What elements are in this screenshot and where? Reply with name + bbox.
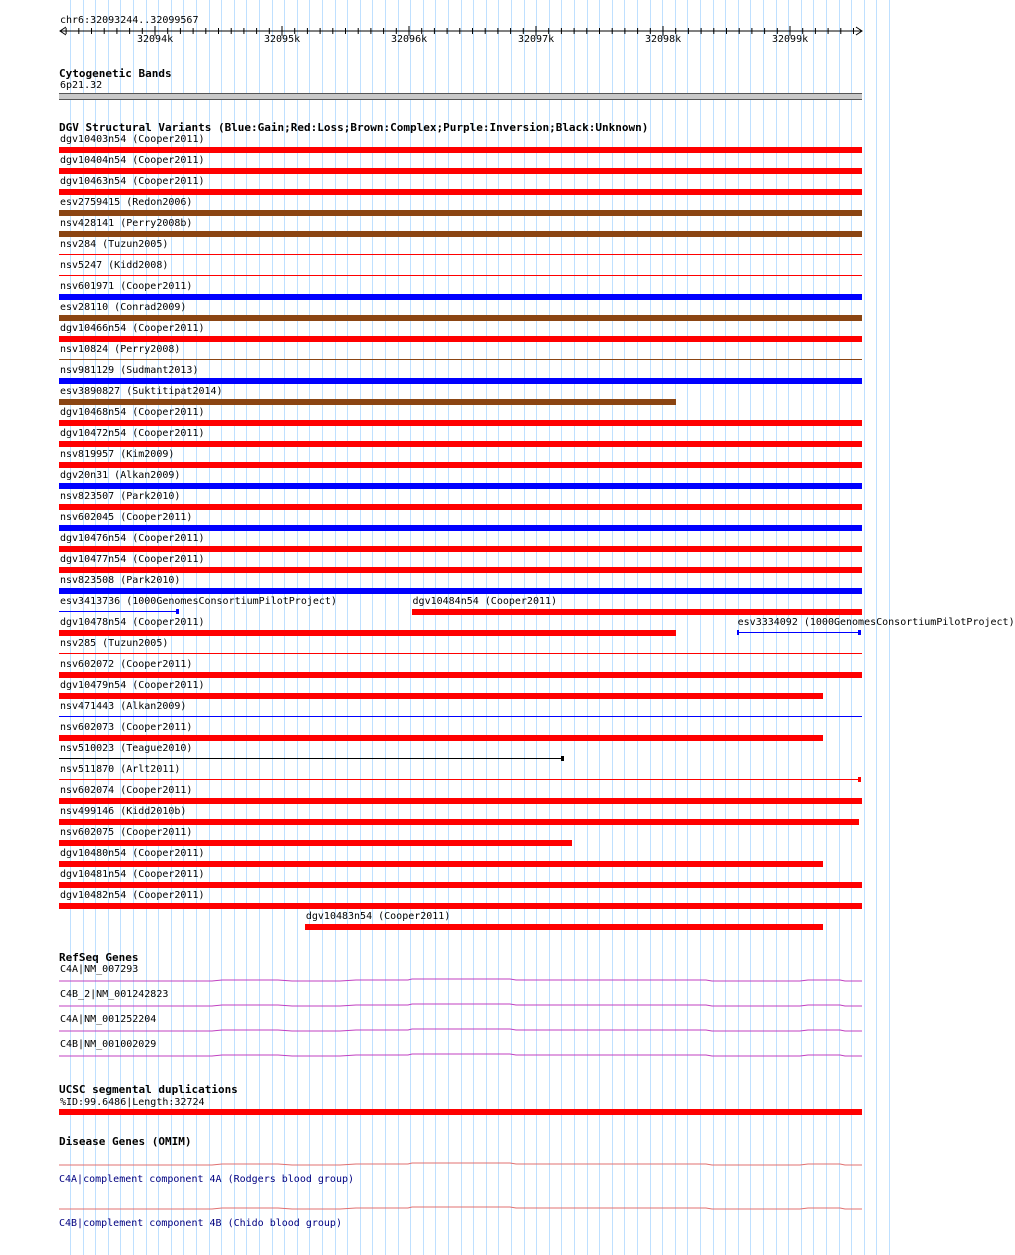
dgv-feature-label[interactable]: dgv10466n54 (Cooper2011) xyxy=(60,323,205,334)
ruler-tick-label: 32095k xyxy=(264,34,301,45)
dgv-feature-label[interactable]: dgv10463n54 (Cooper2011) xyxy=(60,176,205,187)
ruler-tick-label: 32096k xyxy=(391,34,428,45)
omim-gene-label[interactable]: C4B|complement component 4B (Chido blood group) xyxy=(59,1218,342,1229)
dgv-feature-label[interactable]: esv2759415 (Redon2006) xyxy=(60,197,193,208)
dgv-feature-bar[interactable] xyxy=(59,462,862,468)
refseq-title: RefSeq Genes xyxy=(59,951,139,964)
dgv-feature-bar[interactable] xyxy=(59,315,862,321)
ruler-tick-label: 32099k xyxy=(771,34,809,45)
dgv-feature-bar[interactable] xyxy=(59,359,862,360)
ruler-tick-label: 32097k xyxy=(517,34,555,45)
dgv-feature-bar[interactable] xyxy=(59,441,862,447)
dgv-feature-bar[interactable] xyxy=(59,275,862,276)
refseq-gene-model[interactable] xyxy=(0,1000,890,1010)
dgv-feature-bar[interactable] xyxy=(59,819,859,825)
dgv-feature-label[interactable]: esv3890827 (Suktitipat2014) xyxy=(60,386,223,397)
dgv-feature-label[interactable]: nsv284 (Tuzun2005) xyxy=(60,239,169,250)
dgv-feature-bar[interactable] xyxy=(305,924,823,930)
dgv-feature-label[interactable]: nsv823508 (Park2010) xyxy=(60,575,181,586)
dgv-feature-bar[interactable] xyxy=(59,798,862,804)
dgv-feature-bar[interactable] xyxy=(59,903,862,909)
dgv-feature-bar[interactable] xyxy=(59,210,862,216)
dgv-feature-label[interactable]: dgv10476n54 (Cooper2011) xyxy=(60,533,205,544)
dgv-feature-label[interactable]: nsv601971 (Cooper2011) xyxy=(60,281,193,292)
dgv-feature-bar[interactable] xyxy=(59,399,676,405)
cytoband-bar[interactable] xyxy=(59,93,862,100)
refseq-gene-model[interactable] xyxy=(0,1025,890,1035)
dgv-feature-bar[interactable] xyxy=(59,693,823,699)
dgv-feature-bar[interactable] xyxy=(59,861,823,867)
dgv-feature-label[interactable]: dgv10404n54 (Cooper2011) xyxy=(60,155,205,166)
dgv-feature-label[interactable]: nsv602074 (Cooper2011) xyxy=(60,785,193,796)
dgv-feature-label[interactable]: dgv10483n54 (Cooper2011) xyxy=(305,911,451,922)
dgv-feature-bar[interactable] xyxy=(59,758,563,759)
dgv-feature-label[interactable]: dgv10484n54 (Cooper2011) xyxy=(412,596,558,607)
cytoband-label: 6p21.32 xyxy=(60,80,103,91)
dgv-feature-label[interactable]: dgv10482n54 (Cooper2011) xyxy=(60,890,205,901)
dgv-feature-bar[interactable] xyxy=(59,483,862,489)
dgv-feature-bar[interactable] xyxy=(59,546,862,552)
cytoband-title: Cytogenetic Bands xyxy=(59,67,172,80)
dgv-feature-bar[interactable] xyxy=(59,588,862,594)
dgv-feature-label[interactable]: dgv10472n54 (Cooper2011) xyxy=(60,428,205,439)
dgv-feature-bar[interactable] xyxy=(412,609,862,615)
dgv-feature-label[interactable]: nsv981129 (Sudmant2013) xyxy=(60,365,199,376)
dgv-feature-label[interactable]: dgv10477n54 (Cooper2011) xyxy=(60,554,205,565)
ruler-tick-label: 32098k xyxy=(644,34,682,45)
dgv-feature-bar[interactable] xyxy=(59,168,862,174)
segdup-feature[interactable] xyxy=(59,1109,862,1115)
dgv-feature-label[interactable]: esv3413736 (1000GenomesConsortiumPilotProject) xyxy=(60,596,337,607)
dgv-feature-bar[interactable] xyxy=(59,378,862,384)
dgv-feature-bar[interactable] xyxy=(59,882,862,888)
dgv-feature-bar[interactable] xyxy=(59,336,862,342)
dgv-feature-label[interactable]: dgv10478n54 (Cooper2011) xyxy=(60,617,205,628)
ruler-tick-label: 32094k xyxy=(137,34,174,45)
dgv-feature-label[interactable]: nsv5247 (Kidd2008) xyxy=(60,260,169,271)
omim-gene-model[interactable] xyxy=(0,1203,890,1213)
segdup-label: %ID:99.6486|Length:32724 xyxy=(60,1097,205,1108)
dgv-feature-label[interactable]: dgv10480n54 (Cooper2011) xyxy=(60,848,205,859)
dgv-feature-bar[interactable] xyxy=(59,672,862,678)
refseq-gene-label[interactable]: C4B_2|NM_001242823 xyxy=(60,989,169,1000)
dgv-feature-label[interactable]: nsv602073 (Cooper2011) xyxy=(60,722,193,733)
dgv-feature-bar[interactable] xyxy=(59,504,862,510)
dgv-feature-bar[interactable] xyxy=(59,147,862,153)
dgv-feature-label[interactable]: nsv471443 (Alkan2009) xyxy=(60,701,187,712)
dgv-feature-label[interactable]: nsv510023 (Teague2010) xyxy=(60,743,193,754)
dgv-feature-label[interactable]: nsv499146 (Kidd2010b) xyxy=(60,806,187,817)
dgv-feature-label[interactable]: nsv10824 (Perry2008) xyxy=(60,344,181,355)
refseq-gene-label[interactable]: C4A|NM_007293 xyxy=(60,964,139,975)
dgv-feature-label[interactable]: esv28110 (Conrad2009) xyxy=(60,302,187,313)
dgv-feature-bar[interactable] xyxy=(59,611,178,612)
dgv-feature-bar[interactable] xyxy=(59,294,862,300)
dgv-feature-bar[interactable] xyxy=(59,840,572,846)
dgv-feature-label[interactable]: nsv285 (Tuzun2005) xyxy=(60,638,169,649)
dgv-feature-bar[interactable] xyxy=(59,630,676,636)
location-label: chr6:32093244..32099567 xyxy=(60,15,199,26)
omim-gene-label[interactable]: C4A|complement component 4A (Rodgers blood group) xyxy=(59,1174,355,1185)
dgv-feature-label[interactable]: esv3334092 (1000GenomesConsortiumPilotProject) xyxy=(737,617,1015,628)
dgv-feature-bar[interactable] xyxy=(59,735,823,741)
dgv-title: DGV Structural Variants (Blue:Gain;Red:Loss;Brown:Complex;Purple:Inversion;Black:Unknown) xyxy=(59,121,649,134)
dgv-feature-label[interactable]: nsv511870 (Arlt2011) xyxy=(60,764,181,775)
refseq-gene-label[interactable]: C4B|NM_001002029 xyxy=(60,1039,157,1050)
dgv-feature-label[interactable]: dgv10468n54 (Cooper2011) xyxy=(60,407,205,418)
dgv-feature-label[interactable]: dgv10481n54 (Cooper2011) xyxy=(60,869,205,880)
refseq-gene-model[interactable] xyxy=(0,975,890,985)
omim-gene-model[interactable] xyxy=(0,1159,890,1169)
dgv-feature-bar[interactable] xyxy=(59,716,862,717)
segdup-title: UCSC segmental duplications xyxy=(59,1083,238,1096)
omim-title: Disease Genes (OMIM) xyxy=(59,1135,192,1148)
dgv-feature-label[interactable]: dgv10479n54 (Cooper2011) xyxy=(60,680,205,691)
dgv-feature-bar[interactable] xyxy=(59,231,862,237)
dgv-feature-label[interactable]: nsv602045 (Cooper2011) xyxy=(60,512,193,523)
dgv-feature-bar[interactable] xyxy=(59,254,862,255)
dgv-feature-label[interactable]: nsv602075 (Cooper2011) xyxy=(60,827,193,838)
dgv-feature-label[interactable]: nsv428141 (Perry2008b) xyxy=(60,218,193,229)
dgv-feature-bar[interactable] xyxy=(59,420,862,426)
dgv-feature-bar[interactable] xyxy=(59,525,862,531)
dgv-feature-bar[interactable] xyxy=(59,567,862,573)
dgv-feature-label[interactable]: dgv20n31 (Alkan2009) xyxy=(60,470,181,481)
dgv-feature-bar[interactable] xyxy=(59,653,862,654)
refseq-gene-model[interactable] xyxy=(0,1050,890,1060)
dgv-feature-bar[interactable] xyxy=(59,779,860,780)
dgv-feature-label[interactable]: nsv823507 (Park2010) xyxy=(60,491,181,502)
dgv-feature-bar[interactable] xyxy=(737,632,860,633)
dgv-feature-label[interactable]: nsv819957 (Kim2009) xyxy=(60,449,175,460)
dgv-feature-bar[interactable] xyxy=(59,189,862,195)
ruler-axis[interactable] xyxy=(0,24,890,60)
refseq-gene-label[interactable]: C4A|NM_001252204 xyxy=(60,1014,157,1025)
dgv-feature-label[interactable]: nsv602072 (Cooper2011) xyxy=(60,659,193,670)
dgv-feature-label[interactable]: dgv10403n54 (Cooper2011) xyxy=(60,134,205,145)
